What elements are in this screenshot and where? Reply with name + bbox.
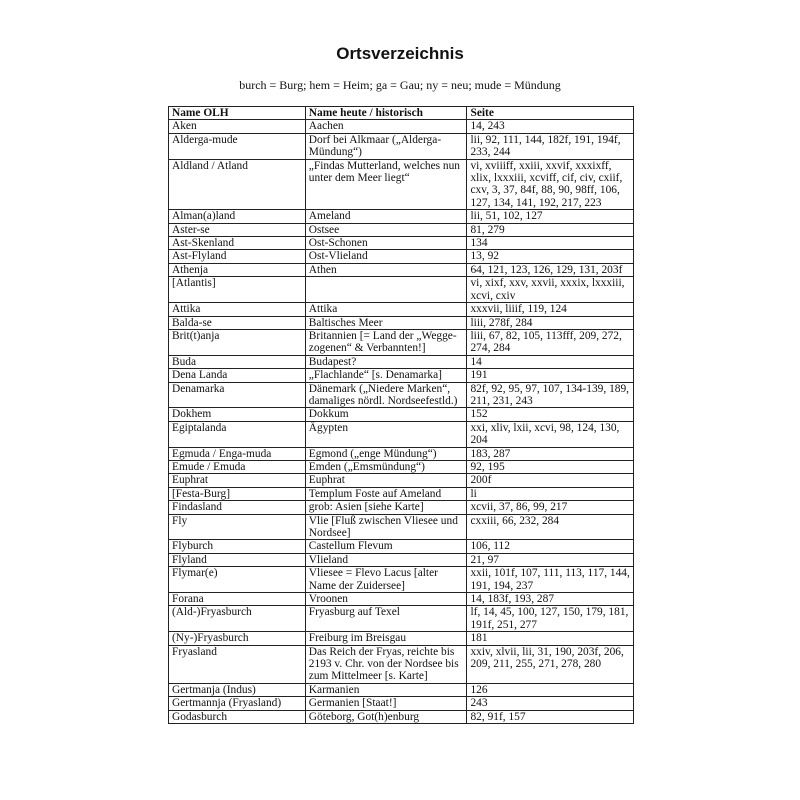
cell-name-today: „Flachlande“ [s. Denamarka]	[305, 369, 467, 382]
cell-page: li	[467, 487, 634, 500]
cell-page: 200f	[467, 474, 634, 487]
table-row	[169, 421, 634, 447]
cell-name-today: Fryasburg auf Texel	[305, 606, 467, 632]
cell-name-olh: Ast-Flyland	[169, 250, 306, 263]
table-row	[169, 553, 634, 566]
cell-name-today: Castellum Flevum	[305, 540, 467, 553]
cell-page: 243	[467, 697, 634, 710]
cell-name-olh: Fryasland	[169, 645, 306, 683]
cell-page: 152	[467, 408, 634, 421]
cell-page: 134	[467, 237, 634, 250]
cell-name-olh: Aster-se	[169, 223, 306, 236]
cell-name-today: Aachen	[305, 120, 467, 133]
table-row	[169, 316, 634, 329]
cell-page: 14, 243	[467, 120, 634, 133]
table-row	[169, 460, 634, 473]
cell-page: 82, 91f, 157	[467, 710, 634, 723]
column-header-name-today: Name heute / historisch	[305, 107, 467, 120]
table-row	[169, 329, 634, 355]
cell-page: 21, 97	[467, 553, 634, 566]
cell-name-today: Britannien [= Land der „Wegge-zogenen“ & Verbannten!]	[305, 329, 467, 355]
cell-name-olh: Egmuda / Enga-muda	[169, 447, 306, 460]
cell-name-today: Emden („Emsmündung“)	[305, 460, 467, 473]
table-row	[169, 645, 634, 683]
cell-name-today: Ameland	[305, 210, 467, 223]
cell-name-today: Ost-Vlieland	[305, 250, 467, 263]
cell-name-today: Ost-Schonen	[305, 237, 467, 250]
cell-name-olh: Fly	[169, 514, 306, 540]
cell-page: 106, 112	[467, 540, 634, 553]
cell-name-olh: Euphrat	[169, 474, 306, 487]
table-row	[169, 501, 634, 514]
cell-name-today: Euphrat	[305, 474, 467, 487]
cell-name-today: Karmanien	[305, 683, 467, 696]
cell-name-today: Dänemark („Niedere Marken“, damaliges nördl. Nordseefestld.)	[305, 382, 467, 408]
column-header-page: Seite	[467, 107, 634, 120]
table-row	[169, 447, 634, 460]
cell-name-today: Das Reich der Fryas, reichte bis 2193 v. Chr. von der Nordsee bis zum Mittelmeer [s. Karte]	[305, 645, 467, 683]
page-title: Ortsverzeichnis	[336, 44, 464, 63]
cell-page: xxiv, xlvii, lii, 31, 190, 203f, 206, 209, 211, 255, 271, 278, 280	[467, 645, 634, 683]
cell-name-olh: Attika	[169, 303, 306, 316]
table-row	[169, 250, 634, 263]
cell-page: xxi, xliv, lxii, xcvi, 98, 124, 130, 204	[467, 421, 634, 447]
cell-name-today: Athen	[305, 263, 467, 276]
table-row	[169, 382, 634, 408]
cell-page: cxxiii, 66, 232, 284	[467, 514, 634, 540]
cell-name-olh: Forana	[169, 593, 306, 606]
table-row	[169, 632, 634, 645]
cell-name-today: Vlieland	[305, 553, 467, 566]
table-row	[169, 210, 634, 223]
cell-page: lii, 51, 102, 127	[467, 210, 634, 223]
cell-name-olh: (Ny-)Fryasburch	[169, 632, 306, 645]
cell-name-olh: Ast-Skenland	[169, 237, 306, 250]
cell-name-olh: Gertmannja (Fryasland)	[169, 697, 306, 710]
cell-name-today: Freiburg im Breisgau	[305, 632, 467, 645]
table-row	[169, 567, 634, 593]
cell-name-olh: Athenja	[169, 263, 306, 276]
table-row	[169, 697, 634, 710]
cell-name-olh: Flymar(e)	[169, 567, 306, 593]
cell-name-today: „Findas Mutterland, welches nun unter dem Meer liegt“	[305, 159, 467, 210]
table-row	[169, 223, 634, 236]
cell-page: xcvii, 37, 86, 99, 217	[467, 501, 634, 514]
table-row	[169, 277, 634, 303]
cell-page: 82f, 92, 95, 97, 107, 134-139, 189, 211, 231, 243	[467, 382, 634, 408]
cell-name-olh: Gertmanja (Indus)	[169, 683, 306, 696]
table-row	[169, 474, 634, 487]
cell-name-olh: Egiptalanda	[169, 421, 306, 447]
table-row	[169, 710, 634, 723]
cell-name-olh: Findasland	[169, 501, 306, 514]
abbreviation-legend: burch = Burg; hem = Heim; ga = Gau; ny = neu; mude = Mündung	[239, 78, 561, 92]
cell-name-olh: Aken	[169, 120, 306, 133]
table-row	[169, 487, 634, 500]
cell-page: 13, 92	[467, 250, 634, 263]
table-row	[169, 408, 634, 421]
table-row	[169, 355, 634, 368]
cell-name-today: grob: Asien [siehe Karte]	[305, 501, 467, 514]
cell-name-olh: Aldland / Atland	[169, 159, 306, 210]
cell-name-today: Vroonen	[305, 593, 467, 606]
cell-name-today: Vlie [Fluß zwischen Vliesee und Nordsee]	[305, 514, 467, 540]
cell-name-olh: Flyland	[169, 553, 306, 566]
cell-name-olh: Dena Landa	[169, 369, 306, 382]
cell-page: lf, 14, 45, 100, 127, 150, 179, 181, 191f, 251, 277	[467, 606, 634, 632]
cell-name-today: Templum Foste auf Ameland	[305, 487, 467, 500]
table-row	[169, 120, 634, 133]
cell-page: vi, xviiiff, xxiii, xxvif, xxxixff, xlix, lxxxiii, xcviff, cif, civ, cxiif, cxv, 3, 37, 84f, 88, 90, 98ff, 106, 127, 134, 141, 192, 217, 223	[467, 159, 634, 210]
cell-name-today: Vliesee = Flevo Lacus [alter Name der Zuidersee]	[305, 567, 467, 593]
table-row	[169, 540, 634, 553]
cell-name-olh: (Ald-)Fryasburch	[169, 606, 306, 632]
table-row	[169, 369, 634, 382]
cell-name-today: Germanien [Staat!]	[305, 697, 467, 710]
cell-name-olh: Alderga-mude	[169, 133, 306, 159]
cell-page: 92, 195	[467, 460, 634, 473]
cell-name-olh: Buda	[169, 355, 306, 368]
cell-name-today: Attika	[305, 303, 467, 316]
cell-name-olh: [Festa-Burg]	[169, 487, 306, 500]
cell-page: 191	[467, 369, 634, 382]
table-row	[169, 606, 634, 632]
cell-name-today: Dokkum	[305, 408, 467, 421]
cell-name-today: Baltisches Meer	[305, 316, 467, 329]
table-row	[169, 593, 634, 606]
cell-name-olh: Brit(t)anja	[169, 329, 306, 355]
cell-page: liii, 278f, 284	[467, 316, 634, 329]
table-row	[169, 303, 634, 316]
cell-page: xxii, 101f, 107, 111, 113, 117, 144, 191, 194, 237	[467, 567, 634, 593]
cell-page: 181	[467, 632, 634, 645]
cell-name-olh: Dokhem	[169, 408, 306, 421]
cell-page: vi, xixf, xxv, xxvii, xxxix, lxxxiii, xcvi, cxiv	[467, 277, 634, 303]
cell-name-today: Ägypten	[305, 421, 467, 447]
cell-name-today	[305, 277, 467, 303]
cell-name-olh: Emude / Emuda	[169, 460, 306, 473]
cell-page: 14, 183f, 193, 287	[467, 593, 634, 606]
table-row	[169, 263, 634, 276]
cell-name-olh: Godasburch	[169, 710, 306, 723]
cell-page: 14	[467, 355, 634, 368]
table-row	[169, 159, 634, 210]
table-row	[169, 133, 634, 159]
table-header-row	[169, 107, 634, 120]
cell-page: liii, 67, 82, 105, 113fff, 209, 272, 274, 284	[467, 329, 634, 355]
cell-name-today: Dorf bei Alkmaar („Alderga-Mündung“)	[305, 133, 467, 159]
cell-name-olh: Denamarka	[169, 382, 306, 408]
column-header-name-olh: Name OLH	[169, 107, 306, 120]
cell-name-today: Egmond („enge Mündung“)	[305, 447, 467, 460]
table-row	[169, 514, 634, 540]
table-row	[169, 683, 634, 696]
cell-name-today: Budapest?	[305, 355, 467, 368]
cell-name-olh: Alman(a)land	[169, 210, 306, 223]
table-row	[169, 237, 634, 250]
cell-page: 183, 287	[467, 447, 634, 460]
cell-name-today: Ostsee	[305, 223, 467, 236]
place-index-table	[168, 106, 634, 724]
cell-name-today: Göteborg, Got(h)enburg	[305, 710, 467, 723]
cell-name-olh: Balda-se	[169, 316, 306, 329]
cell-page: 126	[467, 683, 634, 696]
cell-page: 64, 121, 123, 126, 129, 131, 203f	[467, 263, 634, 276]
cell-name-olh: Flyburch	[169, 540, 306, 553]
cell-page: 81, 279	[467, 223, 634, 236]
cell-name-olh: [Atlantis]	[169, 277, 306, 303]
cell-page: xxxvii, liiif, 119, 124	[467, 303, 634, 316]
cell-page: lii, 92, 111, 144, 182f, 191, 194f, 233, 244	[467, 133, 634, 159]
